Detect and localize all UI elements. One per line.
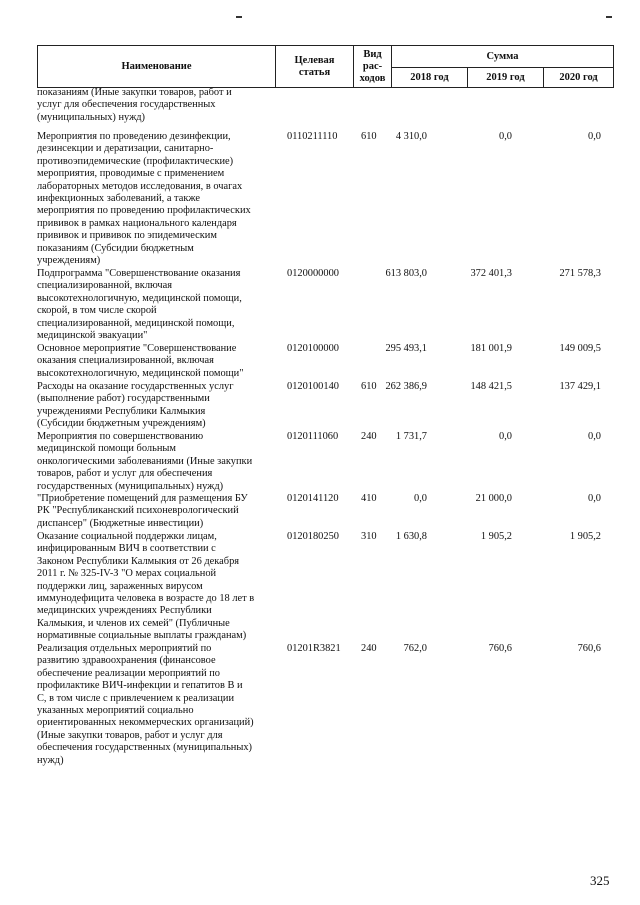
row-amount-2019: 372 401,3 [470,268,512,279]
row-amount-2018: 262 386,9 [385,381,427,392]
header-year-2020: 2020 год [544,68,614,88]
row-amount-2019: 0,0 [499,131,512,142]
table-row [37,643,613,768]
row-amount-2018: 4 310,0 [395,131,427,142]
row-code: 0120100000 [287,343,339,354]
row-amount-2018: 613 803,0 [385,268,427,279]
header-expense-type: Вид рас- ходов [354,46,392,88]
row-code: 0120000000 [287,268,339,279]
row-amount-2019: 181 001,9 [470,343,512,354]
scan-mark [236,16,242,18]
header-year-2018: 2018 год [392,68,468,88]
row-name: Мероприятия по проведению дезинфекции, дезинсекции и дератизации, санитарно- противоэпидемические (профилактические) мероприятия, проводимые с применением лабораторных методов исследования, в очагах инфекционных заболеваний, а также мероприятия по проведению профилактических прививок в рамках национального календаря прививок и прививок по эпидемическим показаниям (Субсидии бюджетным учреждениям) [37,131,251,267]
row-amount-2020: 1 905,2 [569,531,601,542]
table-header [37,45,614,88]
row-amount-2019: 0,0 [499,431,512,442]
row-name: показаниям (Иные закупки товаров, работ и услуг для обеспечения государственных (муниципальных) нужд) [37,87,232,123]
table-row [37,343,613,381]
row-name: Расходы на оказание государственных услуг (выполнение работ) государственными учреждениями Республики Калмыкия (Субсидии бюджетным учреждениям) [37,381,234,430]
page-number: 325 [590,873,610,888]
row-name: Оказание социальной поддержки лицам, инфицированным ВИЧ в соответствии с Законом Республики Калмыкия от 26 декабря 2011 г. № 325-IV-З "О мерах социальной поддержки лиц, зараженных вирусом иммунодефицита человека в возрасте до 18 лет в медицинских учреждениях Республики Калмыкия, и членов их семей" (Публичные нормативные социальные выплаты гражданам) [37,531,255,642]
table-row [37,268,613,343]
row-expense-type: 310 [361,531,377,542]
table-row [37,381,613,431]
header-year-2019: 2019 год [468,68,544,88]
row-amount-2020: 0,0 [588,431,601,442]
header-target-article: Целевая статья [276,46,354,88]
row-amount-2018: 1 731,7 [395,431,427,442]
row-amount-2019: 1 905,2 [480,531,512,542]
row-expense-type: 240 [361,643,377,654]
table-row [37,493,613,531]
row-amount-2019: 760,6 [488,643,512,654]
table-row [37,531,613,643]
row-expense-type: 240 [361,431,377,442]
row-expense-type: 610 [361,381,377,392]
row-name: Подпрограмма "Совершенствование оказания специализированной, включая высокотехнологичную, медицинской помощи, скорой, в том числе скорой специализированной, медицинской помощи, медицинской эвакуации" [37,268,242,342]
row-amount-2020: 0,0 [588,493,601,504]
row-amount-2020: 760,6 [577,643,601,654]
row-amount-2018: 1 630,8 [395,531,427,542]
row-amount-2018: 762,0 [403,643,427,654]
header-amount: Сумма [392,46,614,68]
table-row [37,131,613,268]
table-row [37,87,613,131]
row-code: 0120111060 [287,431,339,442]
row-name: Мероприятия по совершенствованию медицинской помощи больным онкологическими заболеваниями (Иные закупки товаров, работ и услуг для обеспечения государственных (муниципальных) нужд) [37,431,253,492]
row-name: Основное мероприятие "Совершенствование оказания специализированной, включая высокотехнологичную, медицинской помощи" [37,343,244,379]
row-code: 0120141120 [287,493,339,504]
row-code: 0120100140 [287,381,339,392]
row-name: Реализация отдельных мероприятий по развитию здравоохранения (финансовое обеспечение реализации мероприятий по профилактике ВИЧ-инфекции и гепатитов В и С, в том числе с привлечением к реализации указанных мероприятий социально ориентированных некоммерческих организаций) (Иные закупки товаров, работ и услуг для обеспечения государственных (муниципальных) нужд) [37,643,254,766]
scan-mark [606,16,612,18]
row-name: "Приобретение помещений для размещения БУ РК "Республиканский психоневрологический диспансер" (Бюджетные инвестиции) [37,493,248,529]
row-amount-2020: 271 578,3 [559,268,601,279]
row-amount-2018: 295 493,1 [385,343,427,354]
row-amount-2019: 21 000,0 [475,493,512,504]
row-amount-2019: 148 421,5 [470,381,512,392]
row-amount-2020: 0,0 [588,131,601,142]
table-body [37,87,613,768]
row-amount-2018: 0,0 [414,493,427,504]
row-amount-2020: 149 009,5 [559,343,601,354]
row-expense-type: 410 [361,493,377,504]
row-code: 0120180250 [287,531,339,542]
row-expense-type: 610 [361,131,377,142]
header-name: Наименование [38,46,276,88]
row-code: 0110211110 [287,131,338,142]
table-row [37,431,613,493]
row-code: 01201R3821 [287,643,341,654]
row-amount-2020: 137 429,1 [559,381,601,392]
